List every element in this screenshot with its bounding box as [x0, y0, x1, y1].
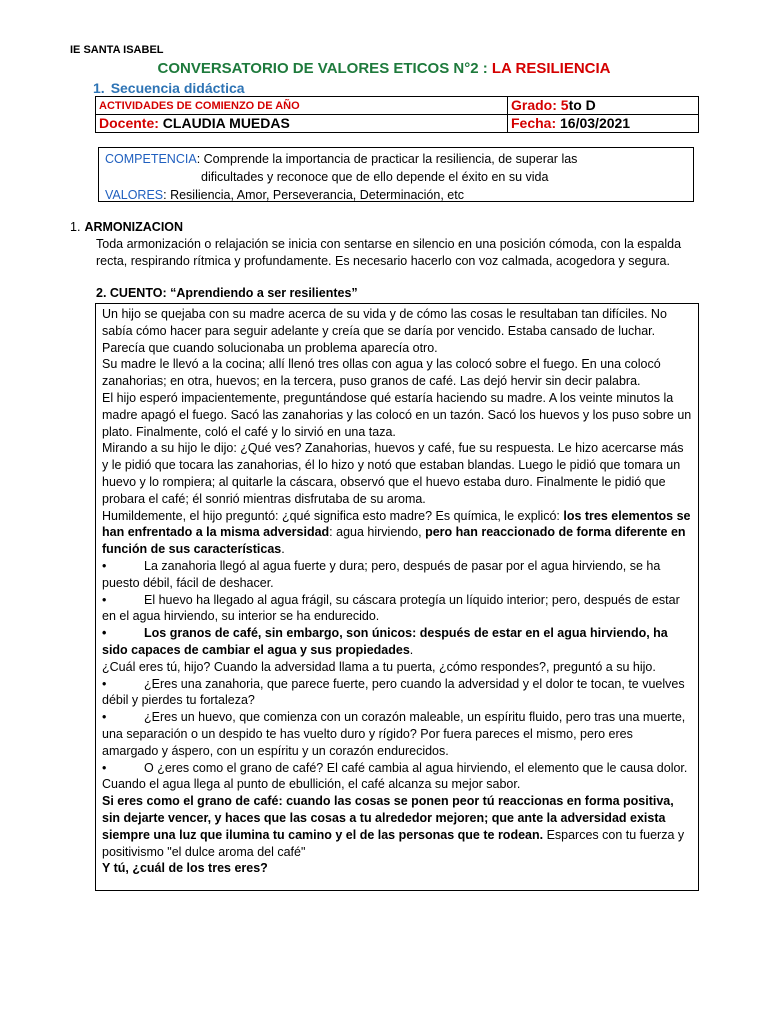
valores-label: VALORES: [105, 188, 164, 202]
bullet-text-2: El huevo ha llegado al agua frágil, su cáscara protegía un líquido interior; pero, después de estar en el agua hirviendo, su interior se ha endurecido.: [102, 592, 680, 624]
bullet-text-1: La zanahoria llegó al agua fuerte y dura; pero, después de pasar por el agua hirviendo, se ha puesto débil, fácil de deshacer.: [102, 558, 661, 590]
grade-number: 5: [560, 97, 569, 113]
activities-label: ACTIVIDADES DE COMIENZO DE AÑO: [99, 100, 300, 112]
story-paragraph-1: Un hijo se quejaba con su madre acerca de su vida y de cómo las cosas le resultaban tan difíciles. No sabía cómo hacer para seguir adelante y creía que se daría por vencido. Estaba cansado de luchar. Parecía que cuando solucionaba un problema aparecía otro.: [102, 307, 667, 355]
bullet-item-2: [102, 592, 692, 626]
bullet-icon: •: [102, 592, 107, 607]
document-title: [0, 60, 768, 77]
story-closing-question: Y tú, ¿cuál de los tres eres?: [102, 861, 268, 876]
bullet-text-3-end: .: [409, 642, 414, 657]
p5-part-c: : agua hirviendo,: [329, 525, 426, 540]
cuento-heading: 2. CUENTO: “Aprendiendo a ser resilientes”: [96, 286, 358, 300]
bullet-icon: •: [102, 710, 107, 725]
bullet-text-4: ¿Eres una zanahoria, que parece fuerte, pero cuando la adversidad y el dolor te tocan, te vuelves débil y pierdes tu fortaleza?: [102, 676, 685, 708]
title-topic: LA RESILIENCIA: [491, 60, 611, 77]
p5-part-b: los tres elementos se han enfrentado a la misma adversidad: [102, 508, 691, 540]
section-number: 1.: [93, 80, 105, 96]
section-title: Secuencia didáctica: [110, 80, 245, 96]
bullet-text-6: O ¿eres como el grano de café? El café cambia al agua hirviendo, el elemento que le causa dolor. Cuando el agua llega al punto de ebullición, el café alcanza su mejor sabor.: [102, 760, 688, 792]
armonizacion-title: ARMONIZACION: [84, 220, 184, 234]
school-name: IE SANTA ISABEL: [70, 44, 164, 56]
competencia-label: COMPETENCIA: [105, 152, 197, 166]
bullet-text-5: ¿Eres un huevo, que comienza con un corazón maleable, un espíritu fluido, pero tras una muerte, una separación o un despido te has vuelto duro y rígido? Por fuera pareces el mismo, pero eres amargado y áspero, con un espíritu y un corazón endurecidos.: [102, 710, 686, 758]
story-paragraph-3: El hijo esperó impacientemente, preguntándose qué estaría haciendo su madre. A los veinte minutos la madre apagó el fuego. Sacó las zanahorias y las colocó en un tazón. Sacó los huevos y los puso sobre un plato. Finalmente, coló el café y lo sirvió en una taza.: [102, 390, 692, 439]
competencia-box: [98, 147, 694, 202]
armonizacion-text: Toda armonización o relajación se inicia con sentarse en silencio en una posición cómoda, con la espalda recta, respirando rítmica y profundamente. Es necesario hacerlo con voz calmada, acogedora y segura.: [96, 237, 682, 268]
armonizacion-heading: [70, 220, 183, 234]
p5-part-d: pero han reaccionado de forma diferente en función de sus características: [102, 525, 686, 557]
p7-bold: Si eres como el grano de café: cuando las cosas se ponen peor tú reaccionas en forma positiva, sin dejarte vencer, y haces que las cosas a tu alrededor mejoren; que ante la adversidad exista siempre una luz que ilumina tu camino y el de las personas que te rodean.: [102, 794, 674, 842]
teacher-cell: [96, 115, 508, 133]
grade-cell: [508, 97, 699, 115]
bullet-icon: •: [102, 760, 107, 775]
bullet-item-3: [102, 625, 692, 659]
bullet-item-6: [102, 760, 692, 794]
bullet-icon: •: [102, 676, 107, 691]
info-row-teacher: [96, 115, 699, 133]
p7-rest: Esparces con tu fuerza y positivismo "el dulce aroma del café": [102, 827, 685, 859]
bullet-icon: •: [102, 626, 107, 641]
section-heading: [93, 80, 245, 96]
info-row-activities: [96, 97, 699, 115]
story-paragraph-5: [102, 508, 692, 558]
p5-part-a: Humildemente, el hijo preguntó: ¿qué significa esto madre? Es química, le explicó:: [102, 508, 564, 523]
story-paragraph-4: Mirando a su hijo le dijo: ¿Qué ves? Zanahorias, huevos y café, fue su respuesta. Le hizo acercarse más y le pidió que tocara las zanahorias, él lo hizo y notó que estaban blandas. Luego le pidió que tomara un huevo y lo rompiera; al quitarle la cáscara, observó que el huevo estaba duro. Finalmente le pidió que probara el café; él sonrió mientras disfrutaba de su aroma.: [102, 441, 684, 506]
valores-text: : Resiliencia, Amor, Perseverancia, Determinación, etc: [163, 188, 464, 202]
valores-line: [105, 186, 687, 204]
date-label: Fecha:: [511, 115, 561, 131]
info-table: [95, 96, 699, 133]
bullet-item-5: [102, 709, 692, 759]
grade-label: Grado:: [511, 97, 561, 113]
story-box: [95, 303, 699, 891]
armonizacion-number: 1.: [70, 220, 81, 234]
competencia-line-2: dificultades y reconoce que de ello depende el éxito en su vida: [201, 170, 549, 184]
p5-part-e: .: [281, 542, 285, 557]
grade-value: to D: [568, 97, 596, 113]
date-cell: [508, 115, 699, 133]
bullet-item-4: [102, 676, 692, 710]
competencia-line-1: [105, 150, 687, 168]
activities-cell: [96, 97, 508, 115]
bullet-icon: •: [102, 558, 107, 573]
title-main: CONVERSATORIO DE VALORES ETICOS N°2 :: [157, 60, 492, 77]
bullet-text-3: Los granos de café, sin embargo, son únicos: después de estar en el agua hirviendo, ha sido capaces de cambiar el agua y sus propiedades: [102, 626, 668, 657]
date-value: 16/03/2021: [560, 115, 631, 131]
story-paragraph-2: Su madre le llevó a la cocina; allí llenó tres ollas con agua y las colocó sobre el fuego. En una colocó zanahorias; en otra, huevos; en la tercera, puso granos de café. Las dejó hervir sin decir palabra.: [102, 357, 661, 389]
teacher-value: CLAUDIA MUEDAS: [162, 115, 290, 131]
bullet-item-1: [102, 558, 692, 592]
teacher-label: Docente:: [99, 115, 163, 131]
story-paragraph-6: ¿Cuál eres tú, hijo? Cuando la adversidad llama a tu puerta, ¿cómo respondes?, preguntó a su hijo.: [102, 659, 656, 674]
competencia-text-1: : Comprende la importancia de practicar la resiliencia, de superar las: [196, 152, 578, 166]
story-paragraph-7: [102, 793, 692, 860]
